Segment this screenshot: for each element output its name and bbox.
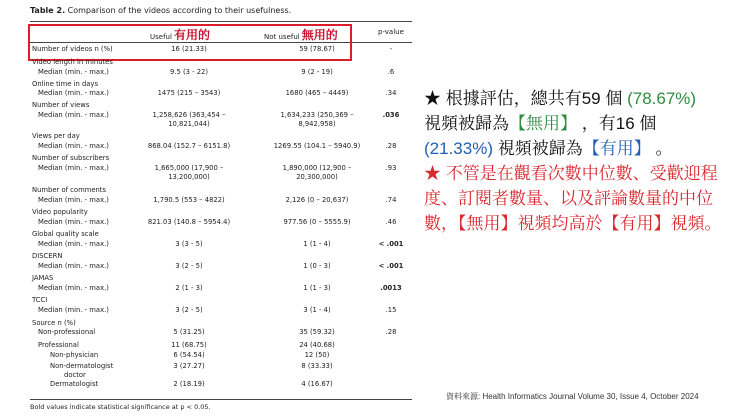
row-label: Median (min. - max.) [38, 89, 109, 97]
summary-panel [424, 86, 736, 236]
cell-useful [134, 89, 244, 98]
row-label: Non-physician [50, 351, 99, 359]
cell-pvalue: .46 [385, 218, 397, 226]
cell-useful [134, 68, 244, 77]
cell-value: 1 (0 - 3) [303, 262, 331, 270]
cell-useful [134, 196, 244, 205]
cell-useful [134, 351, 244, 360]
row-label: TCCI [32, 296, 48, 304]
cell-value: 3 (2 - 5) [175, 262, 203, 270]
cell-pvalue: .28 [385, 142, 397, 150]
cell-not-useful [262, 306, 372, 315]
cell-value: 977.56 (0 – 5555.9) [283, 218, 351, 226]
row-label: Dermatologist [50, 380, 99, 388]
cell-value: 1 (1 - 3) [303, 284, 331, 292]
row-label: Non-dermatologist [50, 362, 114, 370]
table-number: Table 2. [30, 6, 66, 15]
cell-not-useful [262, 284, 372, 293]
table-note: Bold values indicate statistical significance at p < 0.05. [30, 403, 211, 411]
cell-pvalue: .036 [382, 111, 400, 119]
cell-value: 1680 (465 – 4449) [285, 89, 349, 97]
cell-value: 1269.55 (104.1 – 5940.9) [273, 142, 361, 150]
summary-text: ★ 根據評估，總共有59 個 [424, 89, 628, 108]
table-top-rule [30, 21, 412, 22]
cell-useful [134, 328, 244, 337]
cell-value: 6 (54.54) [173, 351, 205, 359]
row-label: JAMAS [32, 274, 54, 282]
row-label: Views per day [32, 132, 80, 140]
row-label: Median (min. - max.) [38, 262, 109, 270]
cell-useful [134, 362, 244, 371]
cell-useful [134, 142, 244, 151]
cell-value-cont: 10,821,044) [168, 120, 210, 128]
cell-value: 8 (33.33) [301, 362, 333, 370]
row-label: Global quality scale [32, 230, 99, 238]
cell-value-cont: 8,942,958) [298, 120, 336, 128]
cell-pvalue: < .001 [378, 262, 404, 270]
useful-percentage: (21.33%) [424, 139, 493, 158]
cell-not-useful [262, 240, 372, 249]
cell-useful [134, 284, 244, 293]
cell-pvalue: - [389, 45, 393, 53]
cell-not-useful [262, 164, 372, 182]
cell-pvalue: .28 [385, 328, 397, 336]
cell-value: 9 (2 - 19) [301, 68, 333, 76]
row-label: Median (min. - max.) [38, 240, 109, 248]
cell-value: 1,258,626 (363,454 – [152, 111, 226, 119]
cell-not-useful [262, 111, 372, 129]
cell-value: 3 (3 - 5) [175, 240, 203, 248]
cell-value: 35 (59.32) [299, 328, 335, 336]
cell-useful [134, 341, 244, 350]
cell-useful [134, 240, 244, 249]
cell-not-useful [262, 341, 372, 350]
cell-not-useful [262, 68, 372, 77]
cell-value: 5 (31.25) [173, 328, 205, 336]
cell-value: 3 (27.27) [173, 362, 205, 370]
cell-value: 1,665,000 (17,900 – 13,200,000) [154, 164, 224, 181]
cell-value: 3 (2 - 5) [175, 306, 203, 314]
summary-text: 視頻被歸為 [424, 114, 509, 133]
row-label: Number of comments [32, 186, 107, 194]
cell-value: 1475 (215 – 3543) [157, 89, 221, 97]
header-not-useful-en: Not useful [264, 33, 300, 41]
row-label: Number of views [32, 101, 90, 109]
row-label: Median (min. - max.) [38, 218, 109, 226]
cell-useful [134, 262, 244, 271]
table-title [30, 6, 291, 15]
table-bottom-rule [30, 399, 412, 400]
cell-useful [134, 111, 244, 129]
row-label: Median (min. - max.) [38, 196, 109, 204]
row-label: Median (min. - max.) [38, 164, 109, 172]
cell-not-useful [262, 45, 372, 54]
cell-value: 1,890,000 (12,900 – [282, 164, 352, 172]
cell-useful [134, 380, 244, 389]
row-label: DISCERN [32, 252, 63, 260]
row-label: Median (min. - max.) [38, 306, 109, 314]
row-label: Median (min. - max.) [38, 142, 109, 150]
header-useful-en: Useful [150, 33, 172, 41]
summary-point-1 [424, 86, 736, 161]
cell-value: 868.04 (152.7 – 6151.8) [147, 142, 231, 150]
cell-pvalue: .6 [387, 68, 395, 76]
cell-value: 12 (50) [304, 351, 330, 359]
cell-not-useful [262, 89, 372, 98]
cell-pvalue: .15 [385, 306, 397, 314]
row-label: Median (min. - max.) [38, 284, 109, 292]
cell-not-useful [262, 262, 372, 271]
cell-value-cont: 20,300,000) [296, 173, 338, 181]
cell-not-useful [262, 380, 372, 389]
cell-value: 2 (18.19) [173, 380, 205, 388]
row-label: Median (min. - max.) [38, 68, 109, 76]
source-citation: 資料來源: Health Informatics Journal Volume 30, Issue 4, October 2024 [446, 392, 699, 401]
row-label: Number of videos n (%) [32, 45, 113, 53]
cell-pvalue: .34 [385, 89, 397, 97]
cell-pvalue: .0013 [380, 284, 402, 292]
cell-value: 2,126 (0 – 20,637) [285, 196, 349, 204]
cell-value: 11 (68.75) [171, 341, 207, 349]
cell-value: 16 (21.33) [171, 45, 207, 53]
cell-value: 1,634,233 (250,369 – [280, 111, 354, 119]
cell-value: 59 (78.67) [299, 45, 335, 53]
summary-text: ，有16 個 [581, 114, 657, 133]
cell-not-useful [262, 196, 372, 205]
cell-value: 9.5 (3 - 22) [169, 68, 209, 76]
cell-value: 2 (1 - 3) [175, 284, 203, 292]
summary-point-2: ★ 不管是在觀看次數中位數、受歡迎程度、訂閱者數量、以及評論數量的中位數，【無用】視頻均高於【有用】視頻。 [424, 164, 722, 233]
cell-not-useful [262, 218, 372, 227]
header-not-useful-cjk: 無用的 [301, 28, 338, 42]
cell-value: 821.03 (140.8 – 5954.4) [147, 218, 231, 226]
row-label: Number of subscribers [32, 154, 110, 162]
row-label: Video length in minutes [32, 58, 113, 66]
cell-useful [134, 164, 244, 182]
row-label: Non-professional [38, 328, 96, 336]
comparison-table [30, 6, 412, 414]
cell-not-useful [262, 328, 372, 337]
useful-label: 【有用】 [582, 139, 651, 158]
summary-text: 視頻被歸為 [492, 139, 583, 158]
cell-value: 24 (40.68) [299, 341, 335, 349]
useless-percentage: (78.67%) [627, 89, 697, 108]
cell-pvalue: .74 [385, 196, 397, 204]
useless-label: 【無用】 [509, 114, 577, 133]
row-label-cont: doctor [64, 371, 86, 379]
cell-value: 3 (1 - 4) [303, 306, 331, 314]
table-caption: Comparison of the videos according to their usefulness. [67, 6, 292, 15]
highlight-box [28, 24, 352, 61]
row-label: Video popularity [32, 208, 88, 216]
row-label: Source n (%) [32, 319, 76, 327]
row-label: Professional [38, 341, 79, 349]
row-label: Online time in days [32, 80, 99, 88]
cell-value: 1 (1 - 4) [303, 240, 331, 248]
row-label: Median (min. - max.) [38, 111, 109, 119]
cell-pvalue: < .001 [378, 240, 404, 248]
header-pvalue: p-value [378, 28, 404, 36]
cell-useful [134, 306, 244, 315]
cell-not-useful [262, 362, 372, 371]
header-useful-cjk: 有用的 [173, 28, 210, 42]
cell-not-useful [262, 351, 372, 360]
cell-useful [134, 218, 244, 227]
summary-text: 。 [655, 139, 673, 158]
cell-useful [134, 45, 244, 54]
cell-value: 1,790.5 (553 – 4822) [153, 196, 225, 204]
cell-not-useful [262, 142, 372, 151]
cell-value: 4 (16.67) [301, 380, 333, 388]
cell-pvalue: .93 [385, 164, 397, 172]
